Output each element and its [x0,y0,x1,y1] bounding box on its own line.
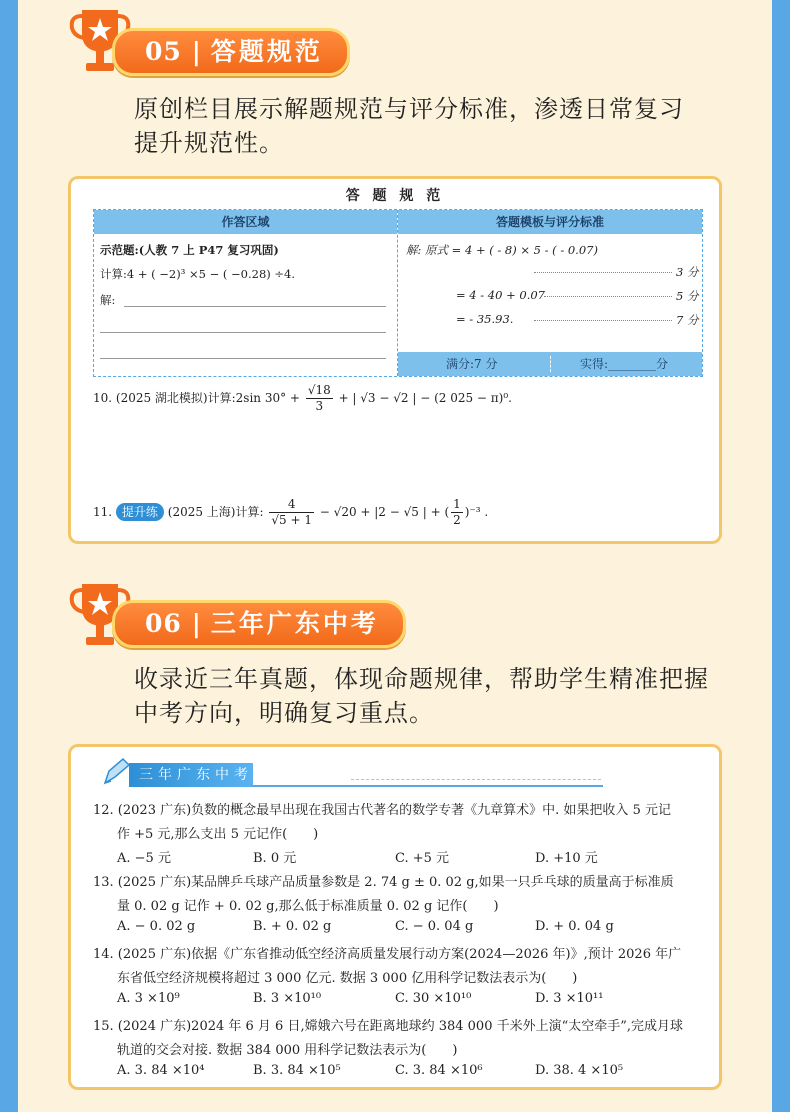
answer-standard-card [68,176,722,544]
answer-table [93,209,703,377]
question-11 [93,497,488,528]
intro-line: 原创栏目展示解题规范与评分标准，渗透日常复习 [134,95,684,123]
section-number: 05 [145,37,182,66]
section-05-badge [112,28,350,76]
score-bar [398,352,702,376]
question-14-line1: 14. (2025 广东)依据《广东省推动低空经济高质量发展行动方案(2024—2026 年)》,预计 2026 年广 [93,947,682,962]
intro-line: 中考方向，明确复习重点。 [134,699,434,727]
q11-text: (2025 上海)计算: [167,505,264,519]
advanced-practice-tag: 提升练 [116,503,164,521]
full-score: 满分:7 分 [446,357,498,371]
guangdong-exam-card [68,744,722,1090]
section-number: 06 [145,609,182,638]
question-15-line1: 15. (2024 广东)2024 年 6 月 6 日,嫦娥六号在距离地球约 384 000 千米外上演“太空牵手”,完成月球 [93,1019,684,1034]
question-10 [93,383,512,414]
q10-prefix: 10. (2025 湖北模拟)计算:2sin 30° + [93,391,300,405]
fraction-denominator: 2 [453,513,461,527]
fraction-denominator: 3 [315,399,324,413]
example-label: 示范题:(人教 7 上 P47 复习巩固) [100,243,279,257]
section-title: 答题规范 [210,37,323,66]
dotted-leader [544,296,672,297]
option-c: C. 3. 84 ×10⁶ [395,1063,483,1078]
answer-label: 解: [100,293,116,307]
option-b: B. 3 ×10¹⁰ [253,991,322,1006]
solution-line-3: = - 35.93. [456,312,514,326]
card-header-label: 三年广东中考 [129,763,253,787]
col-header-answer-area: 作答区域 [94,210,397,234]
question-12-line1: 12. (2023 广东)负数的概念最早出现在我国古代著名的数学专著《九章算术》中. 如果把收入 5 元记 [93,803,671,818]
col-header-template: 答题模板与评分标准 [398,210,702,234]
intro-line: 提升规范性。 [134,129,284,157]
answer-line [100,332,386,333]
solution-line-1: 解: 原式 = 4 + ( - 8) × 5 - ( - 0.07) [406,243,598,257]
fraction [306,383,333,414]
option-a: A. 3 ×10⁹ [117,991,180,1006]
fraction-numerator: 4 [269,497,314,513]
card-header [101,757,621,787]
right-blue-edge [772,0,790,1112]
option-c: C. − 0. 04 g [395,919,474,934]
intro-line: 收录近三年真题，体现命题规律，帮助学生精准把握 [134,665,709,693]
question-12-line2: 作 +5 元,那么支出 5 元记作( ) [117,827,319,842]
left-blue-edge [0,0,18,1112]
separator: | [191,37,201,66]
option-a: A. − 0. 02 g [117,919,196,934]
option-b: B. 3. 84 ×10⁵ [253,1063,341,1078]
fraction-numerator: √18 [307,383,331,397]
option-a: A. −5 元 [117,851,171,866]
section-title: 三年广东中考 [210,609,379,638]
dotted-leader [534,272,672,273]
solution-line-2: = 4 - 40 + 0.07 [456,288,545,302]
section-06-badge [112,600,406,648]
answer-line [124,306,386,307]
score-7: 7 分 [676,313,699,327]
pencil-icon [101,757,131,787]
example-calc: 计算:4 + ( −2)³ ×5 − ( −0.28) ÷4. [100,267,296,281]
option-d: D. + 0. 04 g [535,919,614,934]
option-b: B. + 0. 02 g [253,919,332,934]
option-a: A. 3. 84 ×10⁴ [117,1063,205,1078]
option-d: D. 38. 4 ×10⁵ [535,1063,624,1078]
q11-mid: − √20 + |2 − √5 | + ( [319,505,450,519]
option-c: C. +5 元 [395,851,450,866]
fraction [269,497,314,528]
q11-end: )⁻³ . [464,505,489,519]
score-divider [550,356,551,372]
q11-prefix: 11. [93,505,113,519]
fraction [451,497,463,528]
header-underline [251,785,603,787]
answer-line [100,358,386,359]
option-d: D. 3 ×10¹¹ [535,991,604,1006]
separator: | [191,609,201,638]
dotted-leader [534,320,672,321]
earned-score: 实得:________分 [580,357,669,371]
option-b: B. 0 元 [253,851,297,866]
question-13-line1: 13. (2025 广东)某品牌乒乓球产品质量参数是 2. 74 g ± 0. 02 g,如果一只乒乓球的质量高于标准质 [93,875,674,890]
question-15-line2: 轨道的交会对接. 数据 384 000 用科学记数法表示为( ) [117,1043,458,1058]
score-3: 3 分 [676,265,699,279]
table-title: 答 题 规 范 [345,188,445,204]
section-05-intro [134,92,684,160]
option-d: D. +10 元 [535,851,598,866]
score-5: 5 分 [676,289,699,303]
question-13-line2: 量 0. 02 g 记作 + 0. 02 g,那么低于标准质量 0. 02 g 记作( ) [117,899,499,914]
fraction-denominator: √5 + 1 [271,513,312,527]
header-dash [351,779,601,780]
question-14-line2: 东省低空经济规模将超过 3 000 亿元. 数据 3 000 亿用科学记数法表示为( ) [117,971,578,986]
fraction-numerator: 1 [453,497,461,511]
section-06-intro [134,662,709,730]
option-c: C. 30 ×10¹⁰ [395,991,472,1006]
q10-suffix: + | √3 − √2 | − (2 025 − π)⁰. [338,391,512,405]
